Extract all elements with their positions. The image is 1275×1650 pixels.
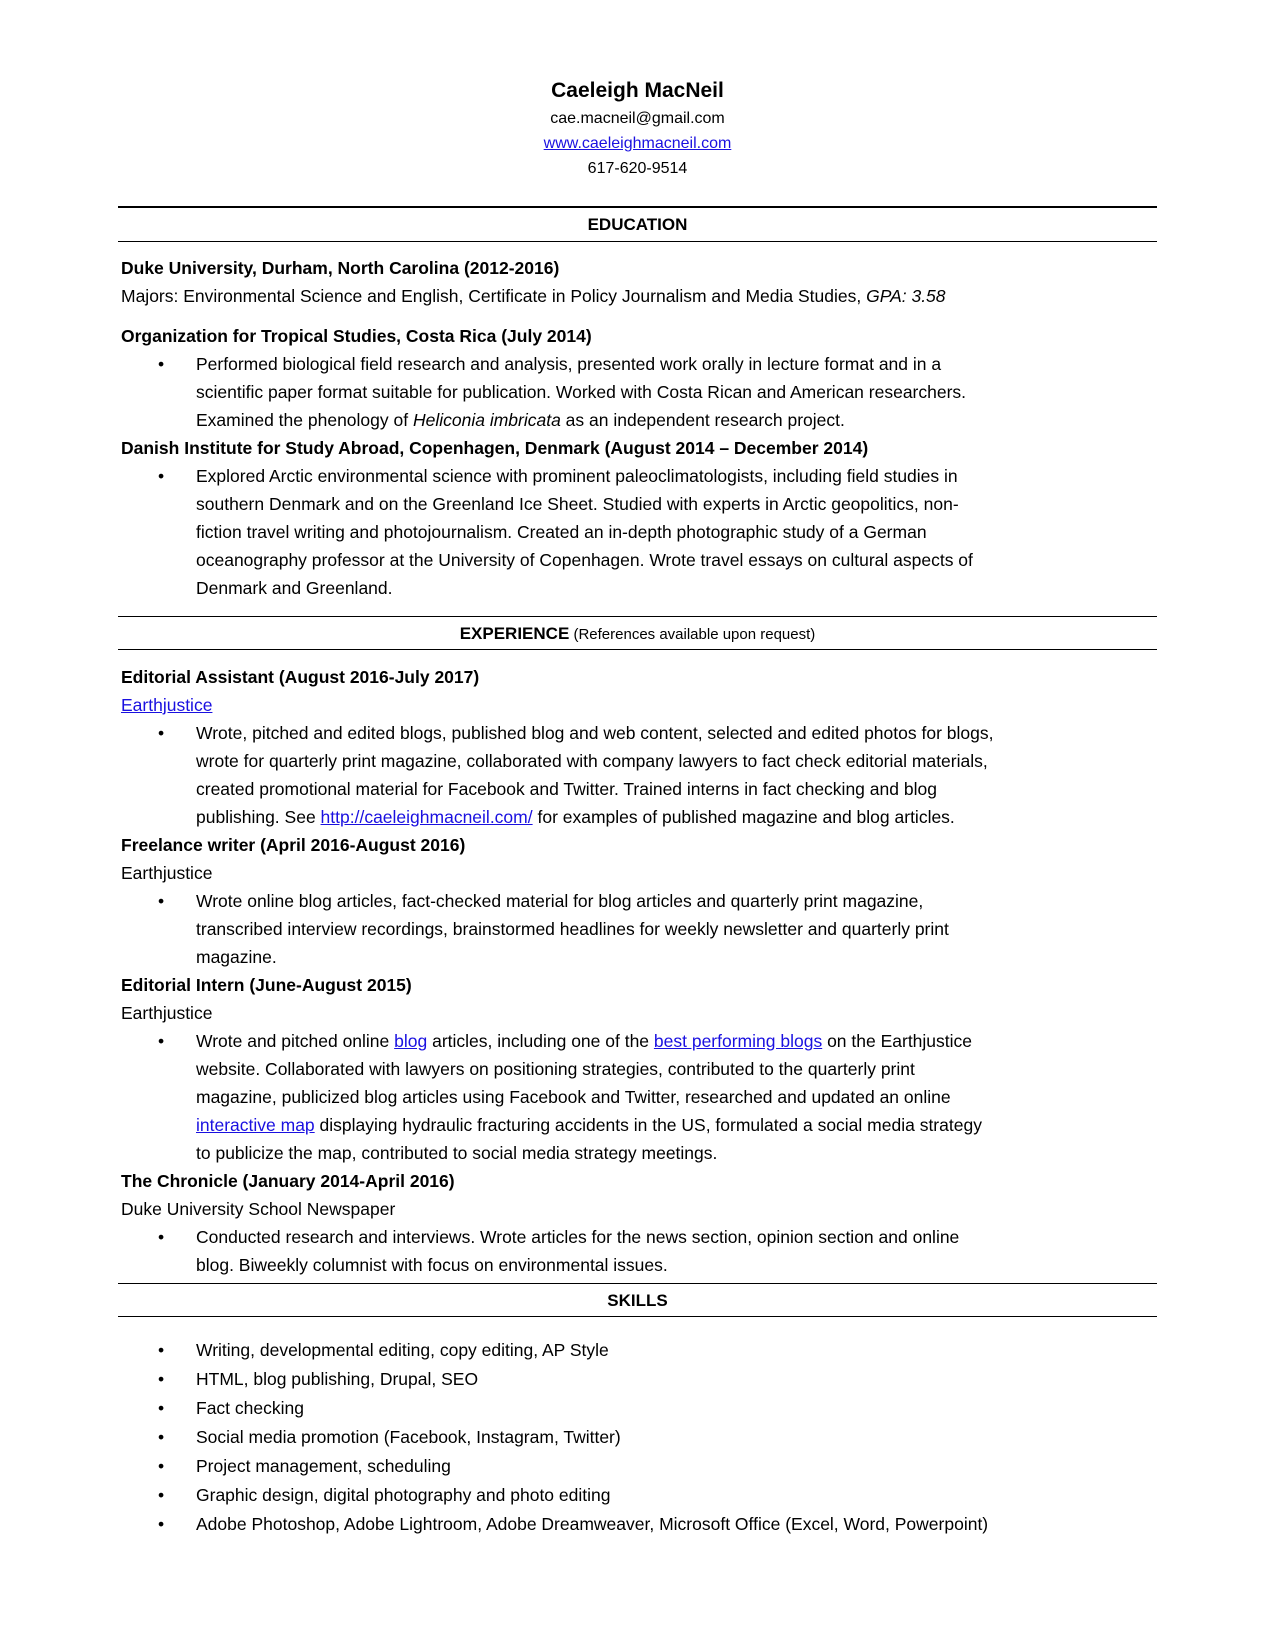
chronicle-heading: The Chronicle (January 2014-April 2016)	[121, 1171, 455, 1191]
interactive-map-link[interactable]: interactive map	[196, 1115, 315, 1135]
bullet-icon: •	[158, 723, 165, 743]
bullet-icon: •	[158, 1485, 165, 1505]
experience-chronicle	[121, 1167, 1171, 1279]
ots-heading: Organization for Tropical Studies, Costa Rica (July 2014)	[121, 326, 592, 346]
gpa-text: GPA: 3.58	[866, 286, 946, 306]
duke-heading: Duke University, Durham, North Carolina (2012-2016)	[121, 258, 560, 278]
bullet-icon: •	[158, 1398, 165, 1418]
resume-header	[0, 76, 1275, 181]
bullet-icon: •	[158, 354, 165, 374]
best-blogs-link[interactable]: best performing blogs	[653, 1031, 823, 1051]
experience-freelance	[121, 831, 1171, 971]
freelance-org: Earthjustice	[121, 863, 213, 883]
experience-editorial-assistant	[121, 663, 1171, 831]
list-item: • Conducted research and interviews. Wrote articles for the news section, opinion section and online blog. Biweekly columnist with focus on environmental issues.	[121, 1223, 1171, 1279]
bullet-icon: •	[158, 1031, 165, 1051]
list-item: • Explored Arctic environmental science with prominent paleoclimatologists, including field studies in southern Denmark and on the Greenland Ice Sheet. Studied with experts in Arctic geopolitics, non- fiction travel writing and photojournalism. Created an in-depth photographic study of a German oceanography professor at the University of Copenhagen. Wrote travel essays on cultural aspects of Denmark and Greenland.	[121, 462, 1171, 602]
bullet-icon: •	[158, 1427, 165, 1447]
list-item: • Wrote and pitched online blog articles, including one of the best performing blogs on the Earthjustice website. Collaborated with lawyers on positioning strategies, contributed to the quarterly print magazine, publicized blog articles using Facebook and Twitter, researched and updated an online interactive map displaying hydraulic fracturing accidents in the US, formulated a social media strategy to publicize the map, contributed to social media strategy meetings.	[121, 1027, 1171, 1167]
section-divider-top	[118, 616, 1157, 617]
bullet-icon: •	[158, 1340, 165, 1360]
bullet-icon: •	[158, 1514, 165, 1534]
blog-link[interactable]: blog	[394, 1031, 428, 1051]
bullet-icon: •	[158, 891, 165, 911]
list-item: • HTML, blog publishing, Drupal, SEO	[121, 1365, 1221, 1394]
section-divider-top	[118, 1283, 1157, 1284]
skills-title: SKILLS	[607, 1291, 668, 1310]
skills-list	[121, 1336, 1221, 1539]
intern-org: Earthjustice	[121, 1003, 213, 1023]
bullet-icon: •	[158, 1227, 165, 1247]
chronicle-org: Duke University School Newspaper	[121, 1199, 396, 1219]
education-duke	[121, 254, 1171, 310]
section-divider-top	[118, 206, 1157, 208]
experience-title: EXPERIENCE (References available upon request)	[459, 624, 816, 643]
intern-heading: Editorial Intern (June-August 2015)	[121, 975, 412, 995]
section-divider-bottom	[118, 1316, 1157, 1317]
phone-text: 617-620-9514	[587, 160, 688, 177]
duke-majors: Majors: Environmental Science and English, Certificate in Policy Journalism and Media Studies, GPA: 3.58	[121, 286, 946, 306]
list-item: • Wrote online blog articles, fact-checked material for blog articles and quarterly print magazine, transcribed interview recordings, brainstormed headlines for weekly newsletter and quarterly print magazine.	[121, 887, 1171, 971]
education-ots	[121, 322, 1171, 434]
list-item: • Writing, developmental editing, copy editing, AP Style	[121, 1336, 1221, 1365]
education-title: EDUCATION	[587, 215, 688, 234]
references-note: (References available upon request)	[569, 626, 816, 643]
experience-intern	[121, 971, 1171, 1167]
website-link[interactable]: www.caeleighmacneil.com	[543, 135, 732, 152]
list-item: • Adobe Photoshop, Adobe Lightroom, Adobe Dreamweaver, Microsoft Office (Excel, Word, Powerpoint)	[121, 1510, 1221, 1539]
list-item: • Fact checking	[121, 1394, 1221, 1423]
editorial-assistant-heading: Editorial Assistant (August 2016-July 2017)	[121, 667, 480, 687]
list-item: • Social media promotion (Facebook, Instagram, Twitter)	[121, 1423, 1221, 1452]
list-item: • Graphic design, digital photography and photo editing	[121, 1481, 1221, 1510]
education-dis	[121, 434, 1171, 602]
list-item: • Performed biological field research and analysis, presented work orally in lecture format and in a scientific paper format suitable for publication. Worked with Costa Rican and American researchers. Examined the phenology of Heliconia imbricata as an independent research project.	[121, 350, 1171, 434]
bullet-icon: •	[158, 1369, 165, 1389]
earthjustice-link[interactable]: Earthjustice	[121, 695, 213, 715]
bullet-icon: •	[158, 1456, 165, 1476]
list-item: • Project management, scheduling	[121, 1452, 1221, 1481]
list-item: • Wrote, pitched and edited blogs, published blog and web content, selected and edited photos for blogs, wrote for quarterly print magazine, collaborated with company lawyers to fact check editorial materials, created promotional material for Facebook and Twitter. Trained interns in fact checking and blog publishing. See http://caeleighmacneil.com/ for examples of published magazine and blog articles.	[121, 719, 1171, 831]
section-divider-bottom	[118, 649, 1157, 650]
email-text: cae.macneil@gmail.com	[550, 110, 725, 127]
freelance-heading: Freelance writer (April 2016-August 2016)	[121, 835, 466, 855]
portfolio-link[interactable]: http://caeleighmacneil.com/	[320, 807, 533, 827]
section-divider-bottom	[118, 241, 1157, 242]
dis-heading: Danish Institute for Study Abroad, Copenhagen, Denmark (August 2014 – December 2014)	[121, 438, 869, 458]
bullet-icon: •	[158, 466, 165, 486]
candidate-name: Caeleigh MacNeil	[551, 79, 724, 102]
